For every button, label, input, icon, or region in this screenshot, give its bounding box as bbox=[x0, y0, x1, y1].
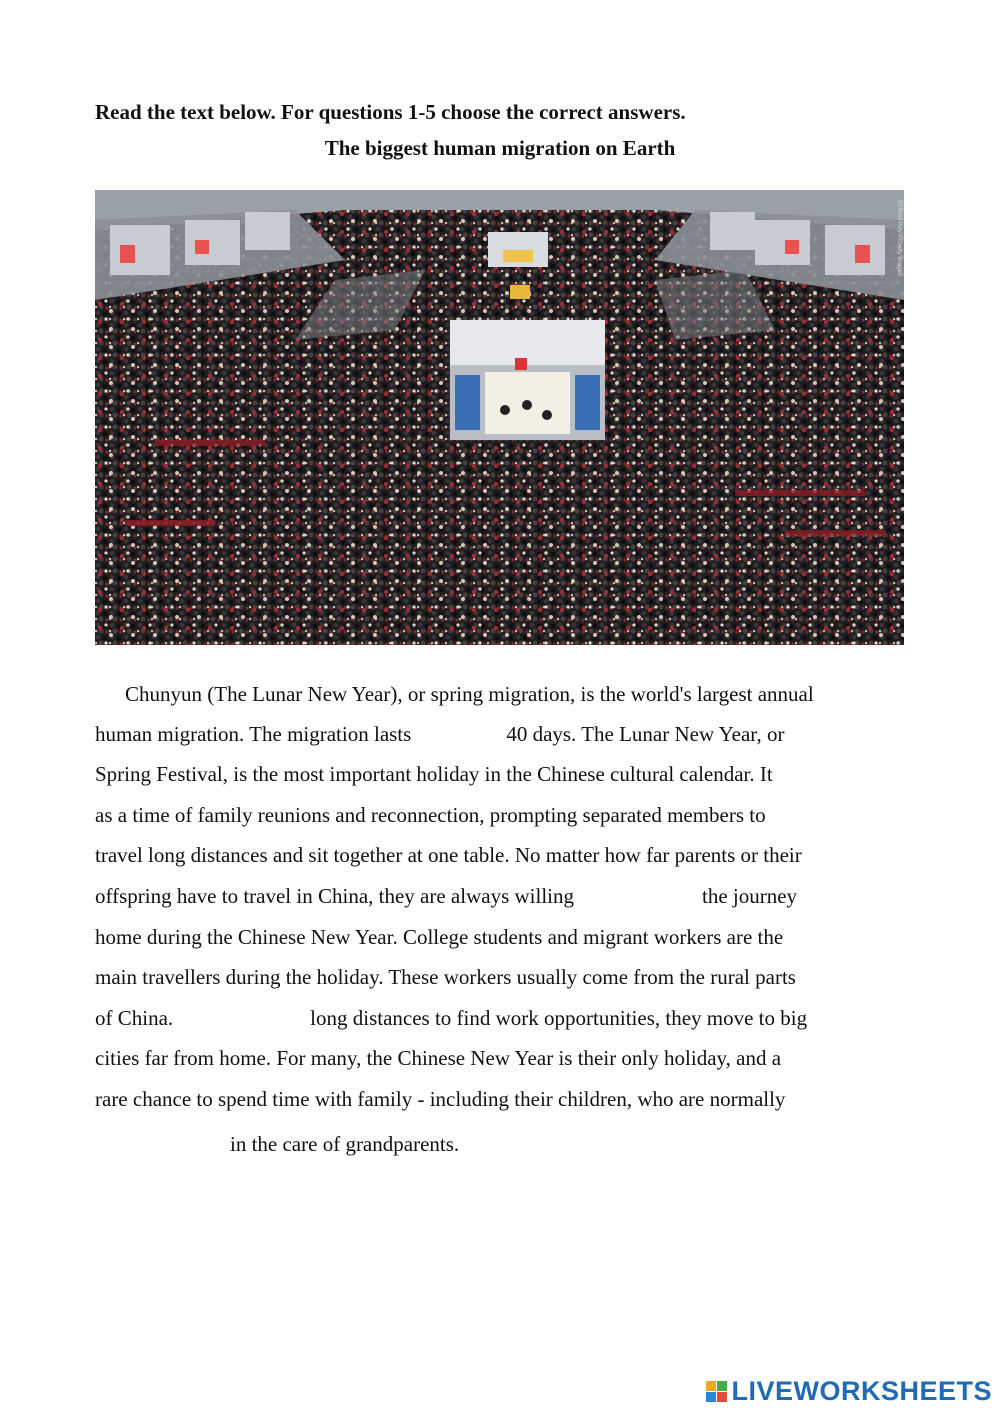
passage-text: of China. bbox=[95, 1006, 174, 1030]
photo-illustration bbox=[95, 190, 904, 645]
answer-input-1[interactable] bbox=[411, 722, 506, 747]
passage-text: in the care of grandparents. bbox=[230, 1132, 460, 1156]
passage-line bbox=[95, 1087, 785, 1112]
answer-input-2[interactable] bbox=[574, 884, 702, 909]
answer-input-3[interactable] bbox=[173, 1006, 310, 1031]
passage-text: cities far from home. For many, the Chinese New Year is their only holiday, and a bbox=[95, 1046, 782, 1070]
answer-input-4[interactable] bbox=[95, 1132, 230, 1157]
passage-line bbox=[95, 803, 766, 828]
instructions: Read the text below. For questions 1-5 choose the correct answers. bbox=[95, 100, 686, 124]
gap-3[interactable] bbox=[173, 1006, 310, 1031]
gap-1[interactable] bbox=[411, 722, 506, 747]
passage-text: rare chance to spend time with family - including their children, who are normally bbox=[95, 1087, 786, 1111]
passage-text: long distances to find work opportunities, they move to big bbox=[310, 1006, 808, 1030]
passage-text: offspring have to travel in China, they are always willing bbox=[95, 884, 574, 908]
liveworksheets-logo bbox=[706, 1376, 992, 1407]
passage-line bbox=[95, 1006, 807, 1031]
liveworksheets-icon bbox=[706, 1381, 727, 1402]
passage-text: Chunyun (The Lunar New Year), or spring migration, is the world's largest annual bbox=[125, 682, 814, 706]
passage-line bbox=[95, 965, 796, 990]
passage-line bbox=[95, 843, 802, 868]
passage-text: home during the Chinese New Year. College students and migrant workers are the bbox=[95, 925, 784, 949]
passage-text: human migration. The migration lasts bbox=[95, 722, 412, 746]
passage-line bbox=[95, 1132, 459, 1157]
crowded-station-photo bbox=[95, 190, 904, 645]
passage-text: main travellers during the holiday. These workers usually come from the rural parts bbox=[95, 965, 796, 989]
gap-4[interactable] bbox=[95, 1132, 230, 1157]
passage-line bbox=[95, 762, 773, 787]
page-title: The biggest human migration on Earth bbox=[324, 136, 676, 160]
photo-credit: STR/AFP/AFP/Getty Images bbox=[896, 200, 902, 277]
brand-name: LIVEWORKSHEETS bbox=[731, 1376, 992, 1406]
gap-2[interactable] bbox=[574, 884, 702, 909]
passage-text: Spring Festival, is the most important holiday in the Chinese cultural calendar. It bbox=[95, 762, 773, 786]
passage-line bbox=[95, 884, 797, 909]
passage-text: travel long distances and sit together at one table. No matter how far parents or their bbox=[95, 843, 802, 867]
passage-line bbox=[95, 682, 814, 707]
passage-text: 40 days. The Lunar New Year, or bbox=[506, 722, 785, 746]
passage-line bbox=[95, 925, 783, 950]
passage-line bbox=[95, 722, 784, 747]
passage-text: the journey bbox=[702, 884, 798, 908]
passage-text: as a time of family reunions and reconnection, prompting separated members to bbox=[95, 803, 766, 827]
passage-line bbox=[95, 1046, 781, 1071]
